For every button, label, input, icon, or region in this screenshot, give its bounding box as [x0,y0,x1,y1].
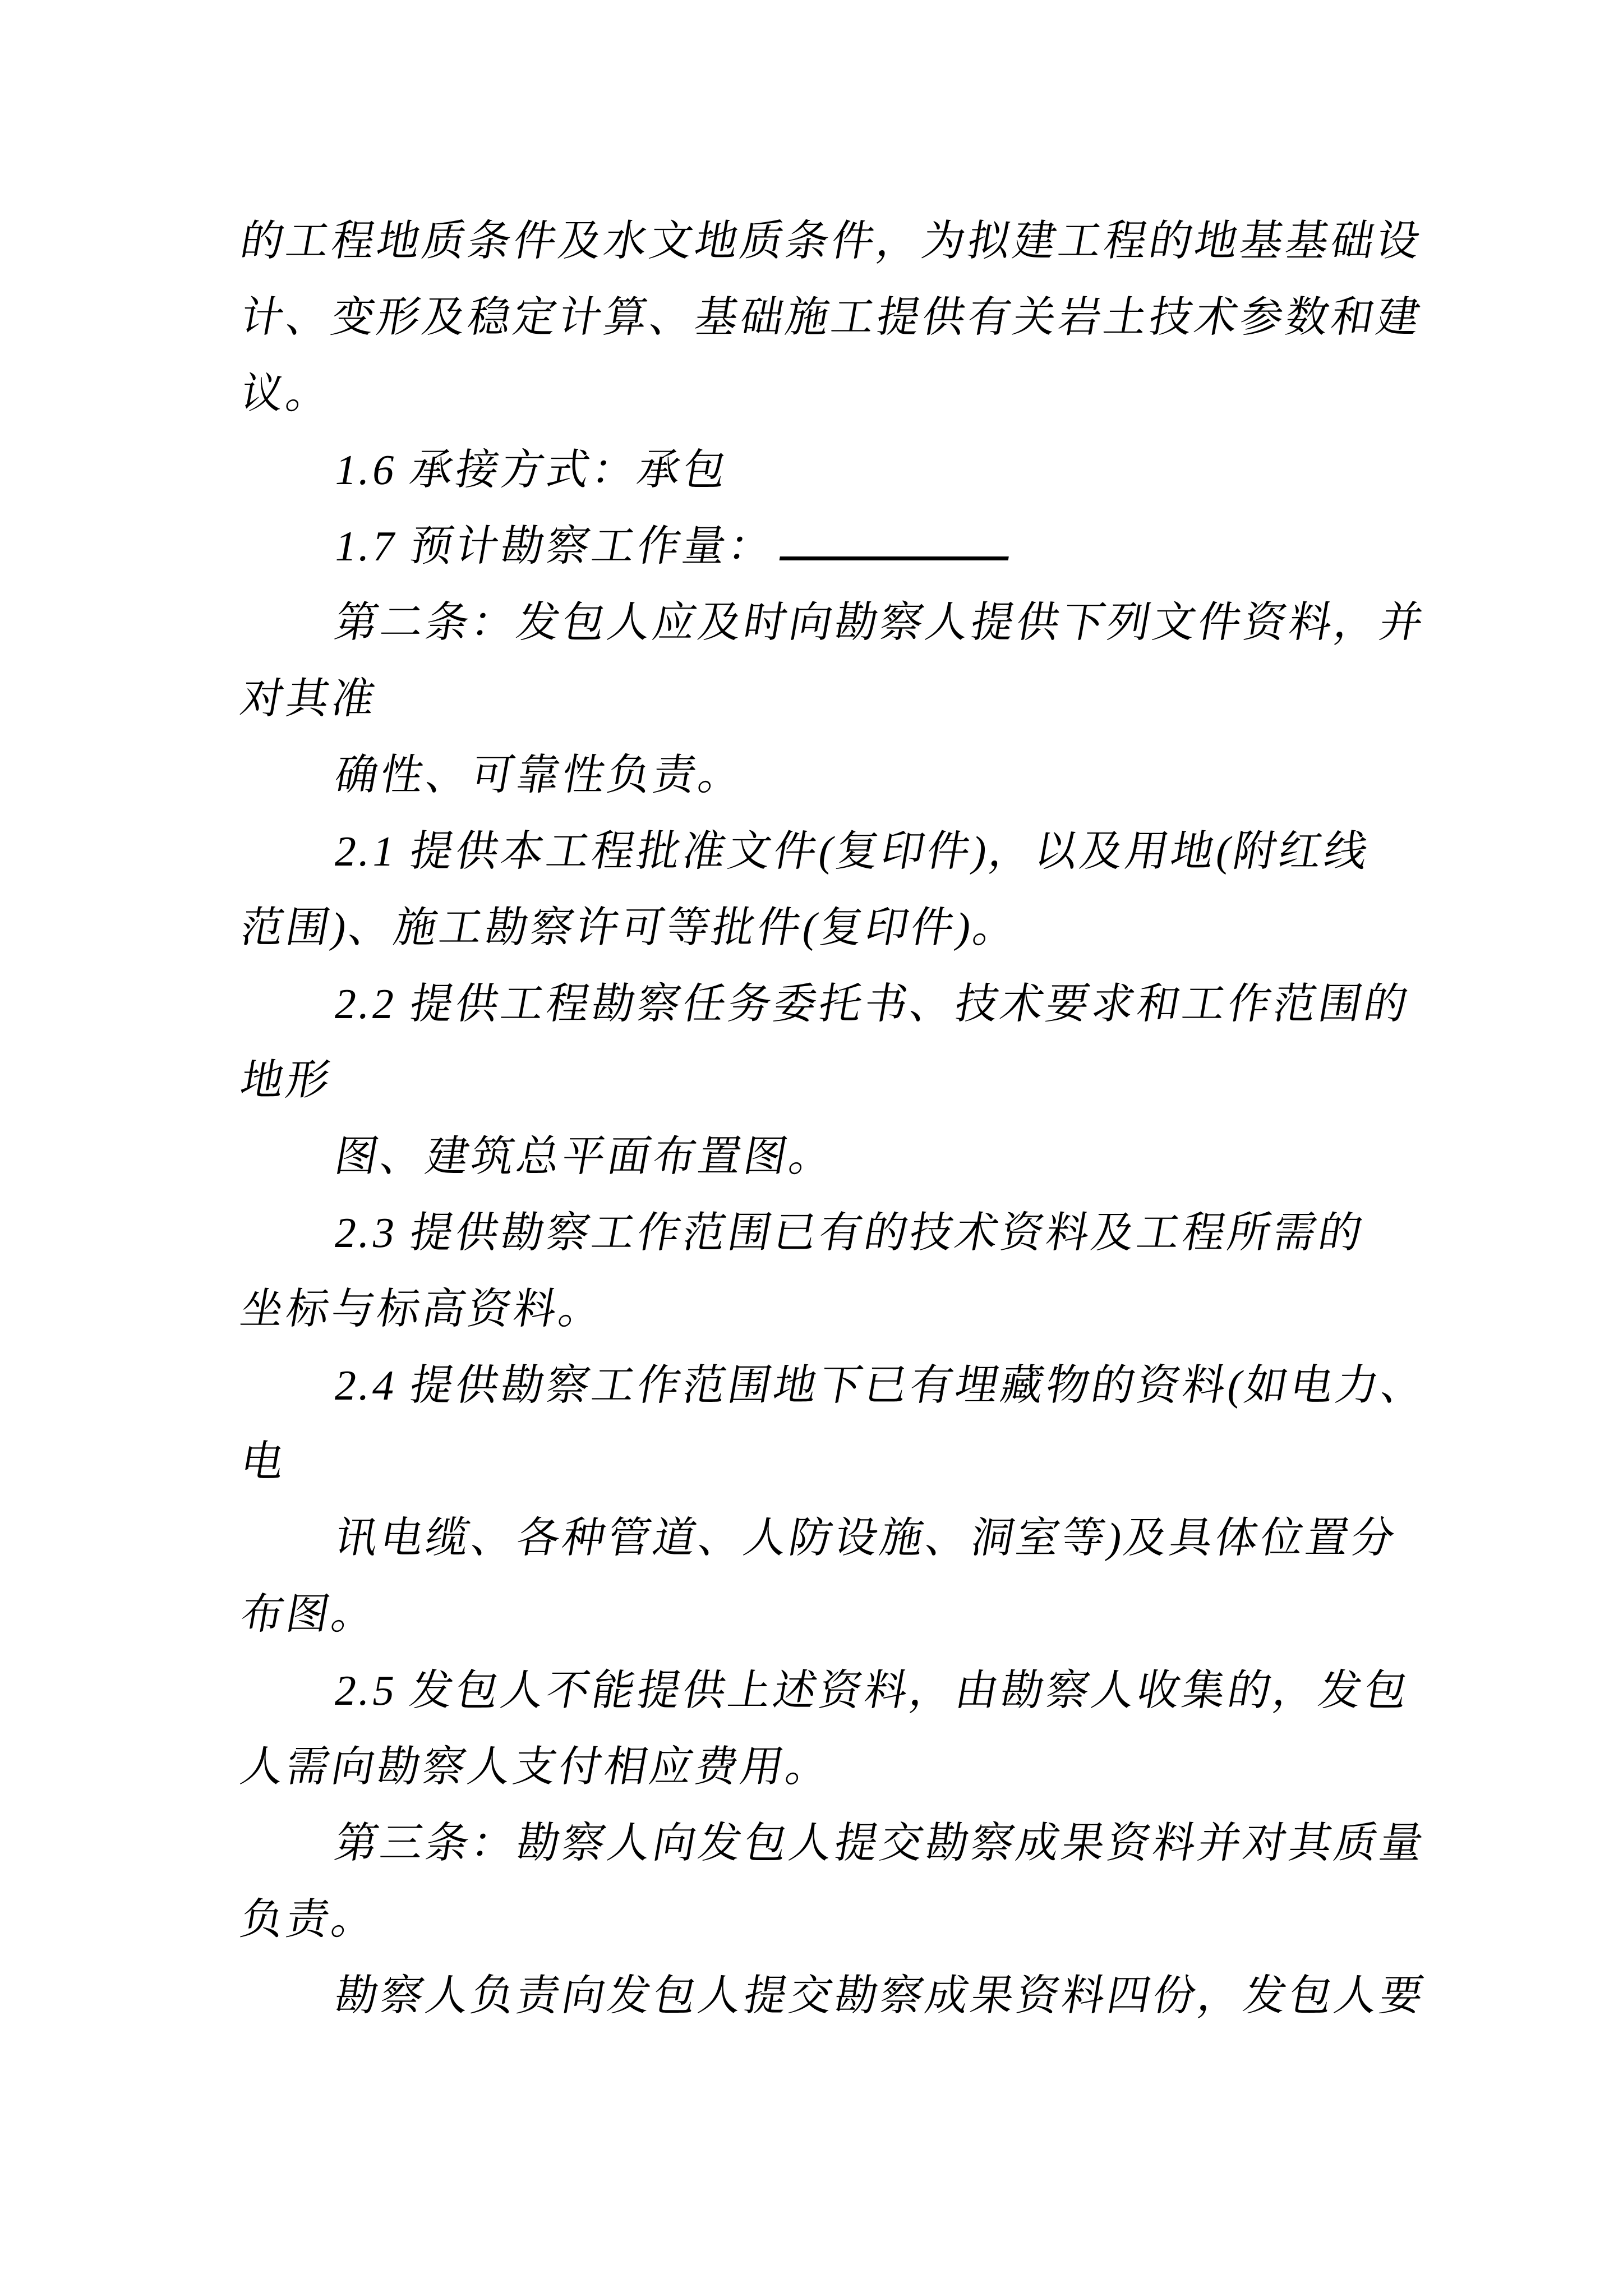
line-text: 2.1 提供本工程批准文件(复印件)，以及用地(附红线 [331,828,1375,875]
line-text: 坐标与标高资料。 [237,1286,609,1333]
document-line [234,1271,1482,1347]
line-text: 2.2 提供工程勘察任务委托书、技术要求和工作范围的 [331,981,1414,1028]
line-text: 议。 [237,370,336,417]
line-text: 图、建筑总平面布置图。 [331,1133,840,1180]
document-line [234,1729,1482,1805]
document-line [234,737,1482,813]
document-line [234,1424,1482,1500]
line-text: 确性、可靠性负责。 [331,752,749,799]
fill-in-blank-line [780,522,1015,560]
document-line [234,1042,1482,1119]
line-text: 的工程地质条件及水文地质条件，为拟建工程的地基基础设 [237,218,1427,265]
line-text: 范围)、施工勘察许可等批件(复印件)。 [237,904,1023,951]
document-line [234,1119,1482,1195]
line-text: 勘察人负责向发包人提交勘察成果资料四份，发包人要 [331,1972,1430,2019]
line-text: 2.4 提供勘察工作范围地下已有埋藏物的资料(如电力、 [331,1362,1431,1409]
document-line [234,585,1482,661]
document-line [234,508,1482,585]
document-line [234,1347,1482,1424]
line-text: 2.5 发包人不能提供上述资料，由勘察人收集的，发包 [331,1667,1414,1714]
line-text: 1.7 预计勘察工作量： [331,523,778,570]
document-line [234,661,1482,737]
document-line [234,203,1482,279]
document-line [234,1958,1482,2034]
line-text: 第三条：勘察人向发包人提交勘察成果资料并对其质量 [331,1820,1430,1867]
document-line [234,890,1482,966]
document-line [234,1881,1482,1958]
line-text: 讯电缆、各种管道、人防设施、洞室等)及具体位置分 [331,1515,1401,1562]
document-line [234,1653,1482,1729]
line-text: 对其准 [237,675,382,723]
line-text: 电 [237,1438,291,1485]
document-line [234,966,1482,1042]
line-text: 2.3 提供勘察工作范围已有的技术资料及工程所需的 [331,1209,1369,1257]
line-text: 计、变形及稳定计算、基础施工提供有关岩土技术参数和建 [237,294,1427,341]
line-text: 第二条：发包人应及时向勘察人提供下列文件资料，并 [331,599,1430,646]
document-line [234,1500,1482,1576]
document-line [234,356,1482,432]
document-body [237,203,1475,2034]
line-text: 地形 [237,1057,336,1104]
line-text: 1.6 承接方式：承包 [331,447,733,494]
line-text: 负责。 [237,1896,382,1943]
document-line [234,1195,1482,1271]
line-text: 布图。 [237,1591,382,1638]
document-line [234,432,1482,508]
document-line [234,279,1482,356]
document-line [234,1576,1482,1653]
line-text: 人需向勘察人支付相应费用。 [237,1743,836,1791]
document-line [234,1805,1482,1881]
document-line [234,813,1482,890]
